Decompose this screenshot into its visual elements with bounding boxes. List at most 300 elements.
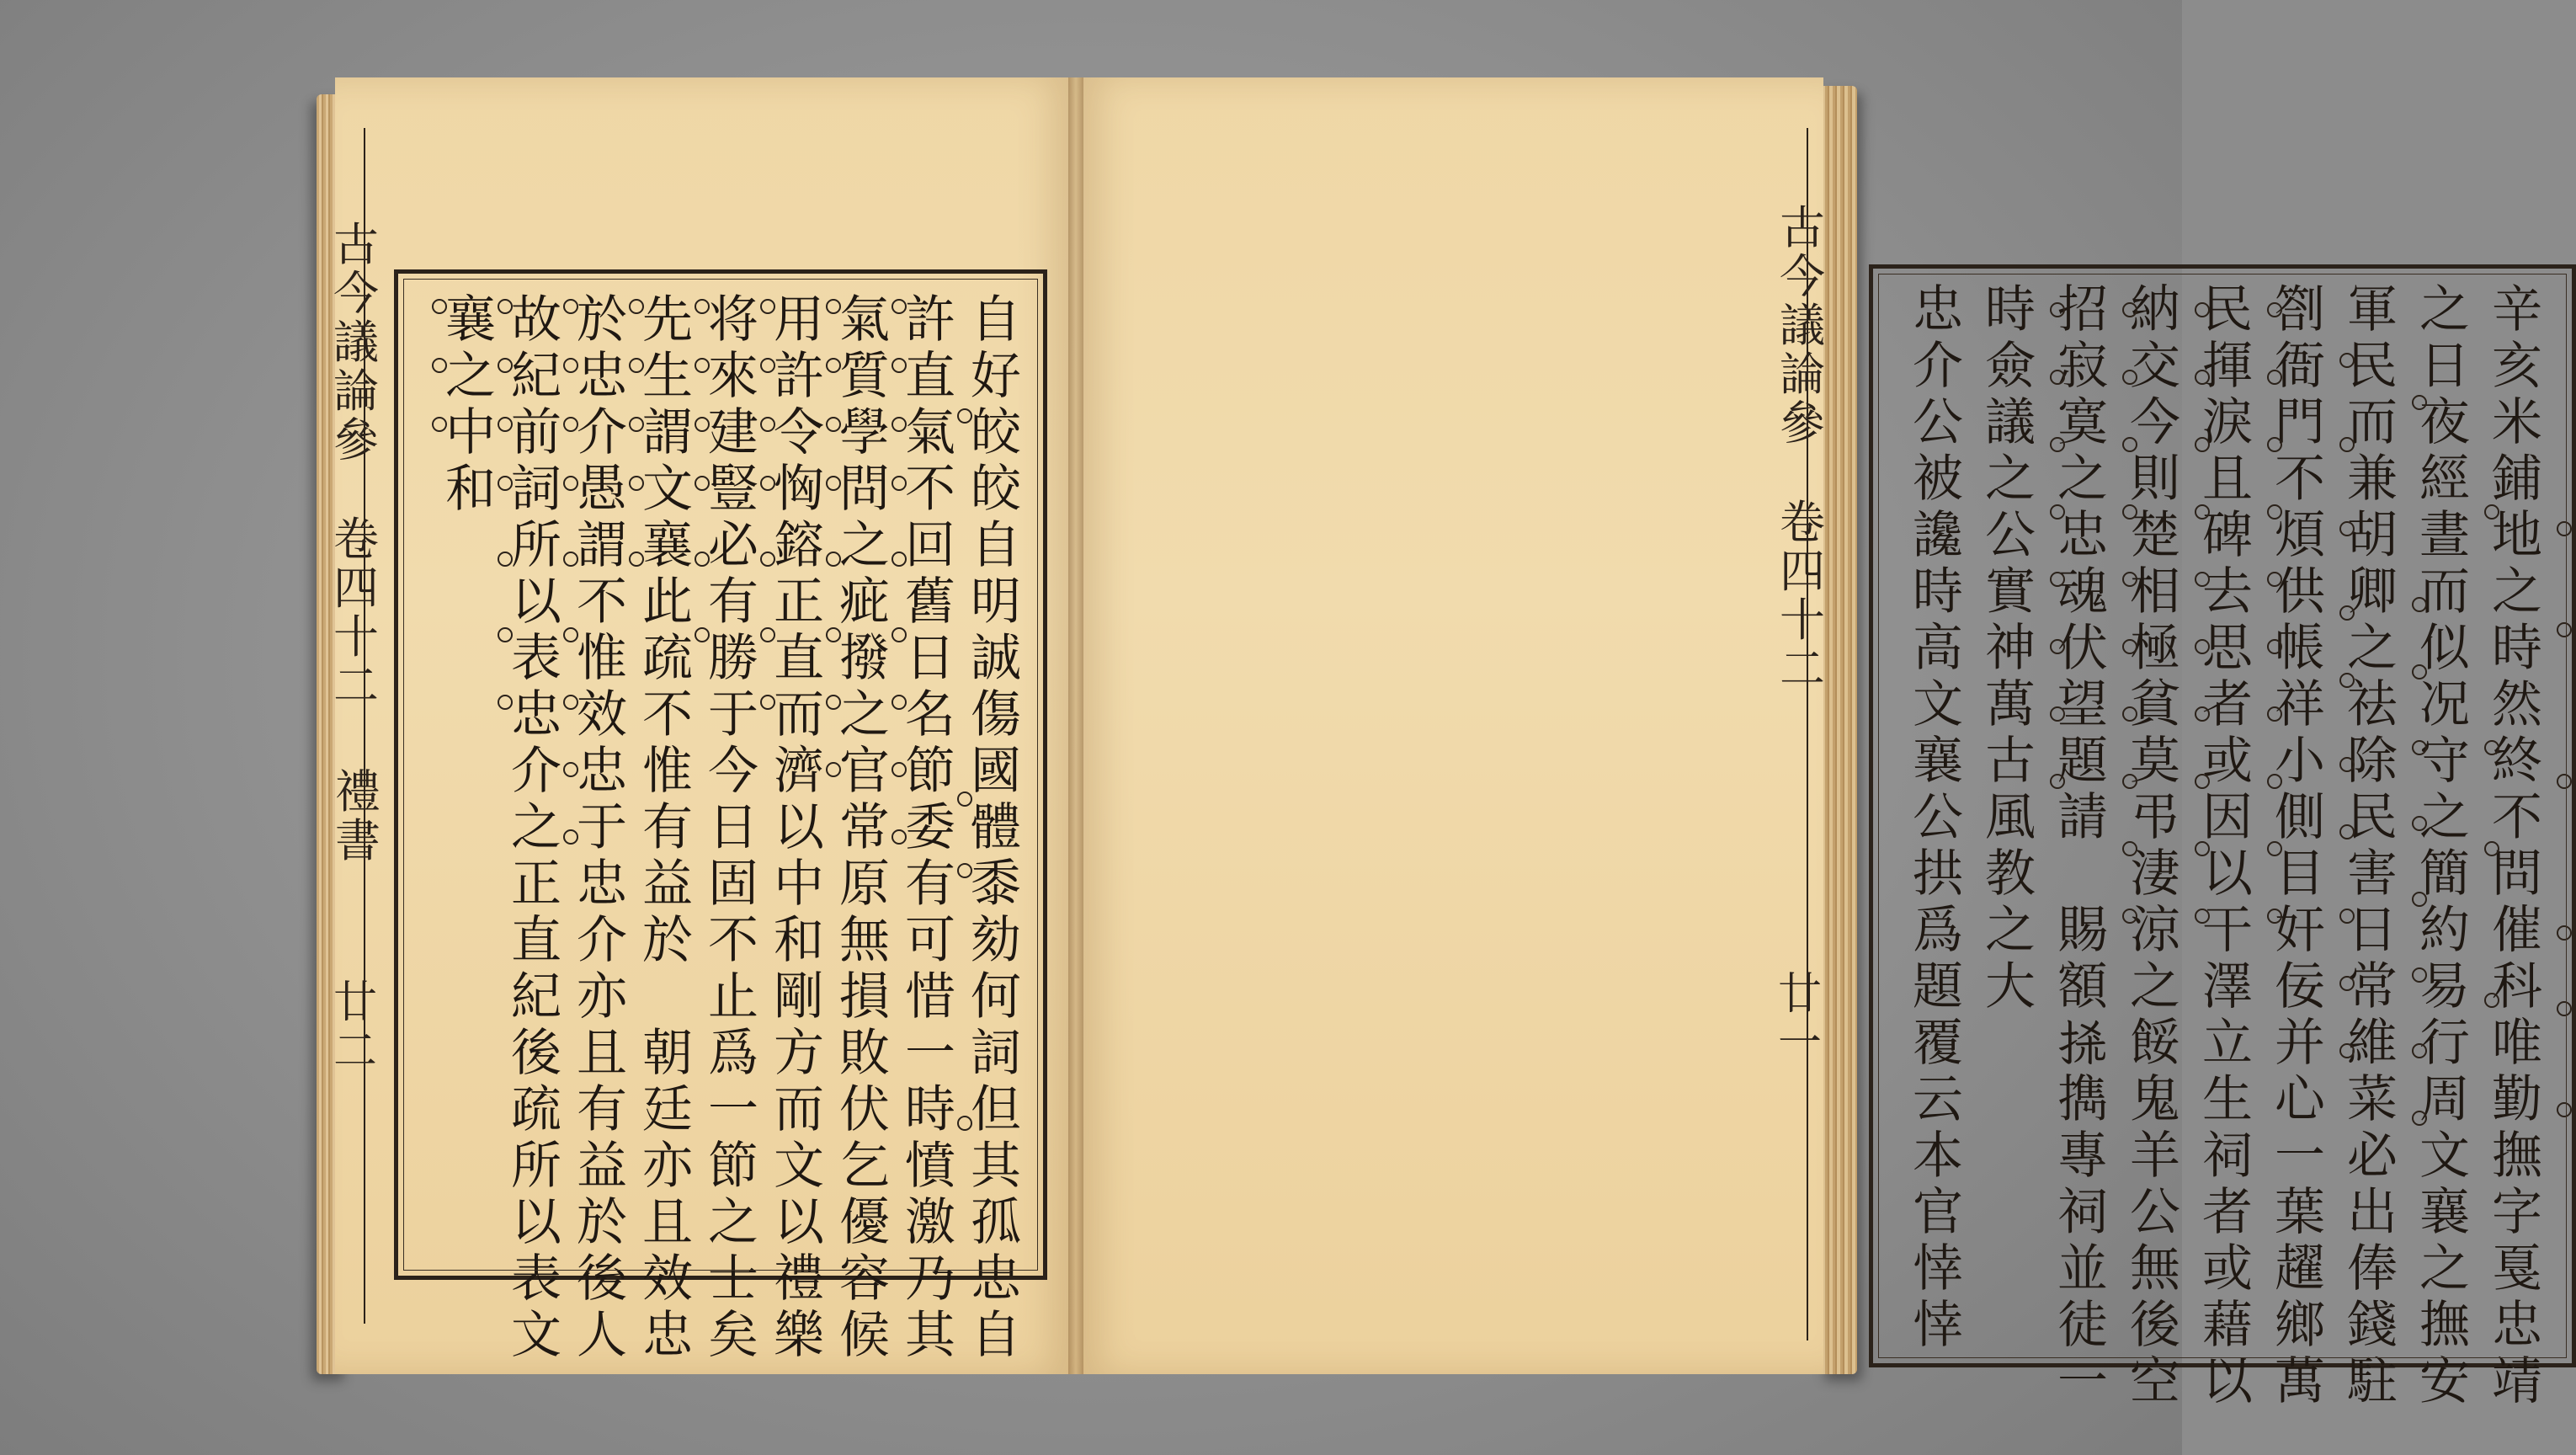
punctuation-circle — [563, 417, 578, 432]
text-glyph: 而 — [774, 685, 824, 744]
text-glyph: 官 — [839, 742, 890, 801]
text-glyph: 介 — [511, 742, 562, 801]
text-glyph: 胡 — [2347, 506, 2398, 565]
text-glyph: 忠 — [577, 347, 627, 406]
punctuation-circle — [2195, 504, 2210, 520]
punctuation-circle — [826, 299, 841, 314]
text-glyph: 之 — [2419, 280, 2470, 339]
punctuation-circle — [563, 829, 578, 845]
text-glyph: 况 — [2419, 675, 2470, 734]
text-glyph: 於 — [577, 290, 627, 349]
right-text-frame — [1869, 264, 2576, 1411]
punctuation-circle — [2195, 370, 2210, 385]
text-glyph: 不 — [577, 573, 627, 632]
text-glyph: 之 — [1985, 901, 2036, 960]
punctuation-circle — [2050, 302, 2065, 317]
punctuation-circle — [2195, 437, 2210, 452]
text-glyph: 害 — [2347, 845, 2398, 903]
text-glyph: 正 — [774, 573, 824, 632]
text-glyph: 表 — [511, 1250, 562, 1308]
text-glyph: 公 — [2130, 1183, 2180, 1242]
punctuation-circle — [2122, 774, 2137, 789]
text-glyph: 明 — [971, 573, 1021, 632]
text-glyph: 晝 — [2419, 506, 2470, 565]
text-glyph: 者 — [2202, 1183, 2253, 1242]
text-glyph: 和 — [774, 911, 824, 970]
punctuation-circle — [891, 417, 907, 432]
text-glyph: 議 — [1985, 393, 2036, 452]
text-column — [2202, 282, 2253, 1410]
punctuation-circle — [760, 552, 775, 567]
text-glyph: 碑 — [2202, 506, 2253, 565]
text-glyph: 且 — [577, 1024, 627, 1083]
punctuation-circle — [957, 863, 972, 878]
punctuation-circle — [2050, 504, 2065, 520]
text-glyph: 質 — [839, 347, 890, 406]
punctuation-circle — [2050, 706, 2065, 722]
text-glyph: 寞 — [2057, 393, 2108, 452]
text-glyph: 請 — [2057, 788, 2108, 847]
text-glyph: 文 — [2419, 1127, 2470, 1186]
text-glyph: 介 — [577, 403, 627, 462]
text-glyph: 供 — [2275, 562, 2325, 621]
punctuation-circle — [498, 627, 513, 642]
text-glyph: 葉 — [2275, 1183, 2325, 1242]
punctuation-circle — [563, 299, 578, 314]
text-glyph: 俸 — [2347, 1239, 2398, 1298]
margin-glyph: 今 — [1780, 250, 1825, 303]
text-glyph: 今 — [708, 742, 758, 801]
text-glyph: 約 — [2419, 901, 2470, 960]
text-glyph: 之 — [708, 1193, 758, 1252]
punctuation-circle — [891, 762, 907, 777]
text-glyph: 之 — [2057, 450, 2108, 509]
text-glyph: 誠 — [971, 629, 1021, 688]
text-glyph: 似 — [2419, 619, 2470, 678]
punctuation-circle — [2267, 639, 2282, 654]
text-glyph: 激 — [905, 1193, 955, 1252]
text-glyph: 止 — [708, 967, 758, 1026]
text-glyph: 撫 — [2419, 1296, 2470, 1355]
text-glyph: 靖 — [2492, 1352, 2542, 1411]
text-glyph: 效 — [577, 685, 627, 744]
text-glyph: 謂 — [577, 516, 627, 575]
text-glyph: 以 — [511, 573, 562, 632]
text-glyph: 介 — [577, 911, 627, 970]
text-glyph: 而 — [774, 1080, 824, 1139]
text-glyph: 忠 — [642, 1306, 693, 1365]
punctuation-circle — [563, 476, 578, 491]
text-glyph: 之 — [839, 685, 890, 744]
text-column — [2275, 282, 2325, 1410]
text-glyph: 帳 — [2275, 619, 2325, 678]
text-glyph: 劄 — [2275, 280, 2325, 339]
text-glyph: 夜 — [2419, 393, 2470, 452]
text-column — [1985, 282, 2036, 1015]
punctuation-circle — [826, 358, 841, 373]
text-glyph: 相 — [2130, 562, 2180, 621]
text-glyph: 忠 — [511, 685, 562, 744]
margin-glyph: 書 — [335, 814, 381, 867]
text-glyph: 日 — [2419, 337, 2470, 396]
text-glyph: 之 — [2492, 562, 2542, 621]
text-glyph: 惟 — [642, 742, 693, 801]
open-book — [317, 71, 2542, 1411]
punctuation-circle — [2050, 639, 2065, 654]
text-glyph: 亦 — [577, 967, 627, 1026]
text-glyph: 終 — [2492, 732, 2542, 791]
text-glyph: 教 — [1985, 845, 2036, 903]
text-glyph: 餒 — [2130, 1014, 2180, 1073]
text-glyph: 祠 — [2202, 1127, 2253, 1186]
text-glyph: 禮 — [774, 1250, 824, 1308]
text-glyph: 惟 — [577, 629, 627, 688]
text-glyph: 時 — [2492, 619, 2542, 678]
text-glyph: 淒 — [2130, 845, 2180, 903]
text-glyph: 日 — [708, 798, 758, 857]
text-glyph: 何 — [971, 967, 1021, 1026]
text-glyph: 直 — [511, 911, 562, 970]
punctuation-circle — [2122, 504, 2137, 520]
text-glyph: 招 — [2057, 280, 2108, 339]
margin-glyph: 參 — [333, 413, 379, 466]
right-margin-volume — [1780, 498, 1825, 694]
margin-glyph: 今 — [333, 267, 379, 320]
text-glyph: 于 — [708, 685, 758, 744]
text-glyph: 羊 — [2130, 1127, 2180, 1186]
punctuation-circle — [2122, 572, 2137, 587]
punctuation-circle — [2484, 841, 2499, 856]
text-glyph: 本 — [1913, 1127, 1963, 1186]
punctuation-circle — [826, 627, 841, 642]
margin-glyph: 十 — [1780, 594, 1825, 647]
text-glyph: 而 — [2419, 562, 2470, 621]
margin-glyph: 十 — [333, 610, 379, 664]
text-glyph: 撥 — [839, 629, 890, 688]
text-glyph: 時 — [1913, 562, 1963, 621]
text-glyph: 忠 — [577, 742, 627, 801]
text-glyph: 之 — [511, 798, 562, 857]
text-glyph: 節 — [905, 742, 955, 801]
text-glyph: 淚 — [2202, 393, 2253, 452]
punctuation-circle — [2339, 976, 2355, 991]
text-glyph: 日 — [905, 629, 955, 688]
text-glyph: 拱 — [1913, 845, 1963, 903]
text-glyph: 者 — [2202, 675, 2253, 734]
text-glyph: 廷 — [642, 1080, 693, 1139]
punctuation-circle — [2122, 437, 2137, 452]
text-glyph: 科 — [2492, 957, 2542, 1016]
punctuation-circle — [891, 829, 907, 845]
punctuation-circle — [2412, 892, 2427, 907]
text-glyph: 門 — [2275, 393, 2325, 452]
text-glyph: 生 — [642, 347, 693, 406]
text-glyph: 題 — [2057, 732, 2108, 791]
text-glyph: 不 — [708, 911, 758, 970]
text-glyph: 有 — [905, 855, 955, 914]
margin-glyph: 二 — [1780, 642, 1825, 696]
punctuation-circle — [2557, 774, 2572, 789]
text-column — [905, 292, 955, 1364]
text-glyph: 優 — [839, 1193, 890, 1252]
text-glyph: 額 — [2057, 957, 2108, 1016]
margin-glyph: 議 — [1780, 299, 1825, 352]
margin-glyph: 古 — [333, 218, 379, 271]
punctuation-circle — [2122, 706, 2137, 722]
text-glyph: 忠 — [577, 855, 627, 914]
margin-glyph: 論 — [333, 365, 379, 418]
punctuation-circle — [695, 476, 710, 491]
text-glyph: 除 — [2347, 732, 2398, 791]
margin-glyph: 古 — [1780, 201, 1825, 254]
text-glyph: 思 — [2202, 619, 2253, 678]
text-glyph: 委 — [905, 798, 955, 857]
text-glyph: 公 — [1913, 788, 1963, 847]
text-glyph: 公 — [1985, 506, 2036, 565]
text-glyph: 此 — [642, 573, 693, 632]
punctuation-circle — [2195, 572, 2210, 587]
text-glyph: 無 — [2130, 1239, 2180, 1298]
text-glyph: 伏 — [839, 1080, 890, 1139]
text-glyph: 愚 — [577, 460, 627, 519]
text-glyph: 後 — [511, 1024, 562, 1083]
punctuation-circle — [957, 1116, 972, 1131]
text-glyph: 或 — [2202, 1239, 2253, 1298]
text-glyph: 錢 — [2347, 1296, 2398, 1355]
text-glyph: 則 — [2130, 450, 2180, 509]
text-glyph: 立 — [2202, 1014, 2253, 1073]
text-glyph: 官 — [1913, 1183, 1963, 1242]
text-glyph: 其 — [971, 1137, 1021, 1196]
punctuation-circle — [2484, 504, 2499, 520]
text-glyph: 於 — [642, 911, 693, 970]
text-glyph: 民 — [2347, 788, 2398, 847]
text-glyph: 襄 — [2419, 1183, 2470, 1242]
text-glyph: 用 — [774, 290, 824, 349]
punctuation-circle — [2339, 673, 2355, 688]
punctuation-circle — [498, 695, 513, 710]
text-column — [577, 292, 627, 1364]
punctuation-circle — [2339, 605, 2355, 621]
text-glyph: 干 — [2202, 901, 2253, 960]
text-glyph: 益 — [642, 855, 693, 914]
text-glyph: 且 — [2202, 450, 2253, 509]
text-glyph: 僉 — [1985, 337, 2036, 396]
text-glyph: 辛 — [2492, 280, 2542, 339]
text-glyph: 詞 — [511, 460, 562, 519]
text-glyph: 國 — [971, 742, 1021, 801]
punctuation-circle — [826, 417, 841, 432]
text-glyph: 𢫬 — [2057, 1014, 2108, 1073]
punctuation-circle — [2122, 639, 2137, 654]
text-glyph: 黍 — [971, 855, 1021, 914]
punctuation-circle — [2050, 370, 2065, 385]
left-margin-section — [335, 765, 381, 867]
text-glyph: 忠 — [1913, 280, 1963, 339]
punctuation-circle — [432, 299, 447, 314]
text-glyph: 常 — [839, 798, 890, 857]
punctuation-circle — [2122, 302, 2137, 317]
punctuation-circle — [629, 358, 644, 373]
text-glyph: 中 — [774, 855, 824, 914]
text-glyph: 問 — [2492, 845, 2542, 903]
punctuation-circle — [826, 552, 841, 567]
margin-glyph: 議 — [333, 316, 379, 369]
text-glyph: 覆 — [1913, 1014, 1963, 1073]
punctuation-circle — [695, 552, 710, 567]
left-page — [335, 77, 1076, 1374]
text-glyph: 貧 — [2130, 675, 2180, 734]
text-glyph: 卿 — [2347, 562, 2398, 621]
text-column — [839, 292, 890, 1364]
punctuation-circle — [2050, 572, 2065, 587]
right-margin-title — [1780, 201, 1825, 450]
text-glyph: 自 — [971, 1306, 1021, 1365]
margin-glyph: 卷 — [1780, 496, 1825, 549]
left-fold-number: 廿二 — [333, 978, 377, 1077]
text-glyph: 萬 — [2275, 1352, 2325, 1411]
text-glyph: 介 — [1913, 337, 1963, 396]
text-glyph: 文 — [511, 1306, 562, 1365]
text-glyph: 時 — [1985, 280, 2036, 339]
text-glyph: 守 — [2419, 732, 2470, 791]
text-column — [2492, 282, 2542, 1410]
text-glyph: 于 — [577, 798, 627, 857]
punctuation-circle — [957, 791, 972, 807]
text-glyph: 煩 — [2275, 506, 2325, 565]
text-glyph: 鄉 — [2275, 1296, 2325, 1355]
text-glyph — [2057, 846, 2108, 903]
text-glyph: 催 — [2492, 901, 2542, 960]
text-glyph: 常 — [2347, 957, 2398, 1016]
punctuation-circle — [760, 695, 775, 710]
text-glyph: 許 — [774, 347, 824, 406]
text-glyph: 風 — [1985, 788, 2036, 847]
text-glyph: 矣 — [708, 1306, 758, 1365]
punctuation-circle — [629, 299, 644, 314]
text-glyph: 剛 — [774, 967, 824, 1026]
text-glyph: 疵 — [839, 573, 890, 632]
text-glyph: 襄 — [1913, 732, 1963, 791]
text-glyph: 趯 — [2275, 1239, 2325, 1298]
text-glyph: 濟 — [774, 742, 824, 801]
right-page — [1076, 77, 2542, 1411]
text-glyph: 之 — [2419, 1239, 2470, 1298]
punctuation-circle — [498, 299, 513, 314]
punctuation-circle — [2339, 909, 2355, 924]
margin-glyph: 四 — [333, 562, 379, 615]
text-glyph: 藉 — [2202, 1296, 2253, 1355]
punctuation-circle — [629, 476, 644, 491]
text-glyph: 涼 — [2130, 901, 2180, 960]
punctuation-circle — [760, 417, 775, 432]
punctuation-circle — [2412, 816, 2427, 831]
left-text-frame — [394, 269, 1047, 1365]
text-glyph: 題 — [1913, 957, 1963, 1016]
text-glyph: 直 — [774, 629, 824, 688]
text-glyph: 弔 — [2130, 788, 2180, 847]
text-glyph: 澤 — [2202, 957, 2253, 1016]
punctuation-circle — [2050, 437, 2065, 452]
text-glyph: 豎 — [708, 460, 758, 519]
text-glyph: 紀 — [511, 347, 562, 406]
text-glyph: 許 — [905, 290, 955, 349]
text-glyph: 去 — [2202, 562, 2253, 621]
punctuation-circle — [2267, 437, 2282, 452]
text-glyph: 望 — [2057, 675, 2108, 734]
punctuation-circle — [760, 476, 775, 491]
text-glyph: 擕 — [2057, 1070, 2108, 1129]
text-glyph: 前 — [511, 403, 562, 462]
text-glyph: 因 — [2202, 788, 2253, 847]
text-glyph: 皎 — [971, 460, 1021, 519]
text-glyph: 之 — [2130, 957, 2180, 1016]
text-column — [971, 292, 1021, 1364]
text-glyph: 必 — [2347, 1127, 2398, 1186]
punctuation-circle — [2195, 639, 2210, 654]
text-glyph: 賜 — [2057, 901, 2108, 960]
left-margin-volume — [333, 515, 379, 711]
text-glyph: 好 — [971, 347, 1021, 406]
punctuation-circle — [2267, 706, 2282, 722]
text-glyph: 文 — [642, 460, 693, 519]
punctuation-circle — [695, 299, 710, 314]
text-glyph: 以 — [2202, 1352, 2253, 1411]
text-glyph: 不 — [642, 685, 693, 744]
punctuation-circle — [760, 627, 775, 642]
punctuation-circle — [2557, 622, 2572, 637]
text-glyph: 戛 — [2492, 1239, 2542, 1298]
punctuation-circle — [891, 299, 907, 314]
text-glyph: 揮 — [2202, 337, 2253, 396]
text-glyph: 體 — [971, 798, 1021, 857]
punctuation-circle — [2122, 370, 2137, 385]
punctuation-circle — [826, 476, 841, 491]
text-glyph: 祠 — [2057, 1183, 2108, 1242]
text-glyph: 經 — [2419, 450, 2470, 509]
text-column — [445, 292, 496, 518]
punctuation-circle — [2412, 597, 2427, 612]
punctuation-circle — [2195, 841, 2210, 856]
punctuation-circle — [891, 476, 907, 491]
text-glyph: 益 — [577, 1137, 627, 1196]
text-glyph: 唯 — [2492, 1014, 2542, 1073]
text-glyph: 惜 — [905, 967, 955, 1026]
text-glyph: 悻 — [1913, 1296, 1963, 1355]
text-glyph: 表 — [511, 629, 562, 688]
text-glyph: 原 — [839, 855, 890, 914]
text-glyph: 伏 — [2057, 619, 2108, 678]
text-glyph: 孤 — [971, 1193, 1021, 1252]
punctuation-circle — [2412, 1043, 2427, 1058]
text-glyph: 一 — [2275, 1127, 2325, 1186]
text-glyph: 直 — [905, 347, 955, 406]
text-glyph: 和 — [445, 460, 496, 519]
text-glyph: 其 — [905, 1306, 955, 1365]
punctuation-circle — [2339, 437, 2355, 452]
text-glyph: 並 — [2057, 1239, 2108, 1298]
text-glyph: 有 — [577, 1080, 627, 1139]
text-glyph: 心 — [2275, 1070, 2325, 1129]
text-glyph: 爲 — [708, 1024, 758, 1083]
text-glyph: 之 — [2419, 788, 2470, 847]
text-glyph: 楚 — [2130, 506, 2180, 565]
text-column — [708, 292, 758, 1364]
text-glyph: 安 — [2419, 1352, 2470, 1411]
text-glyph: 字 — [2492, 1183, 2542, 1242]
text-glyph: 或 — [2202, 732, 2253, 791]
punctuation-circle — [498, 417, 513, 432]
